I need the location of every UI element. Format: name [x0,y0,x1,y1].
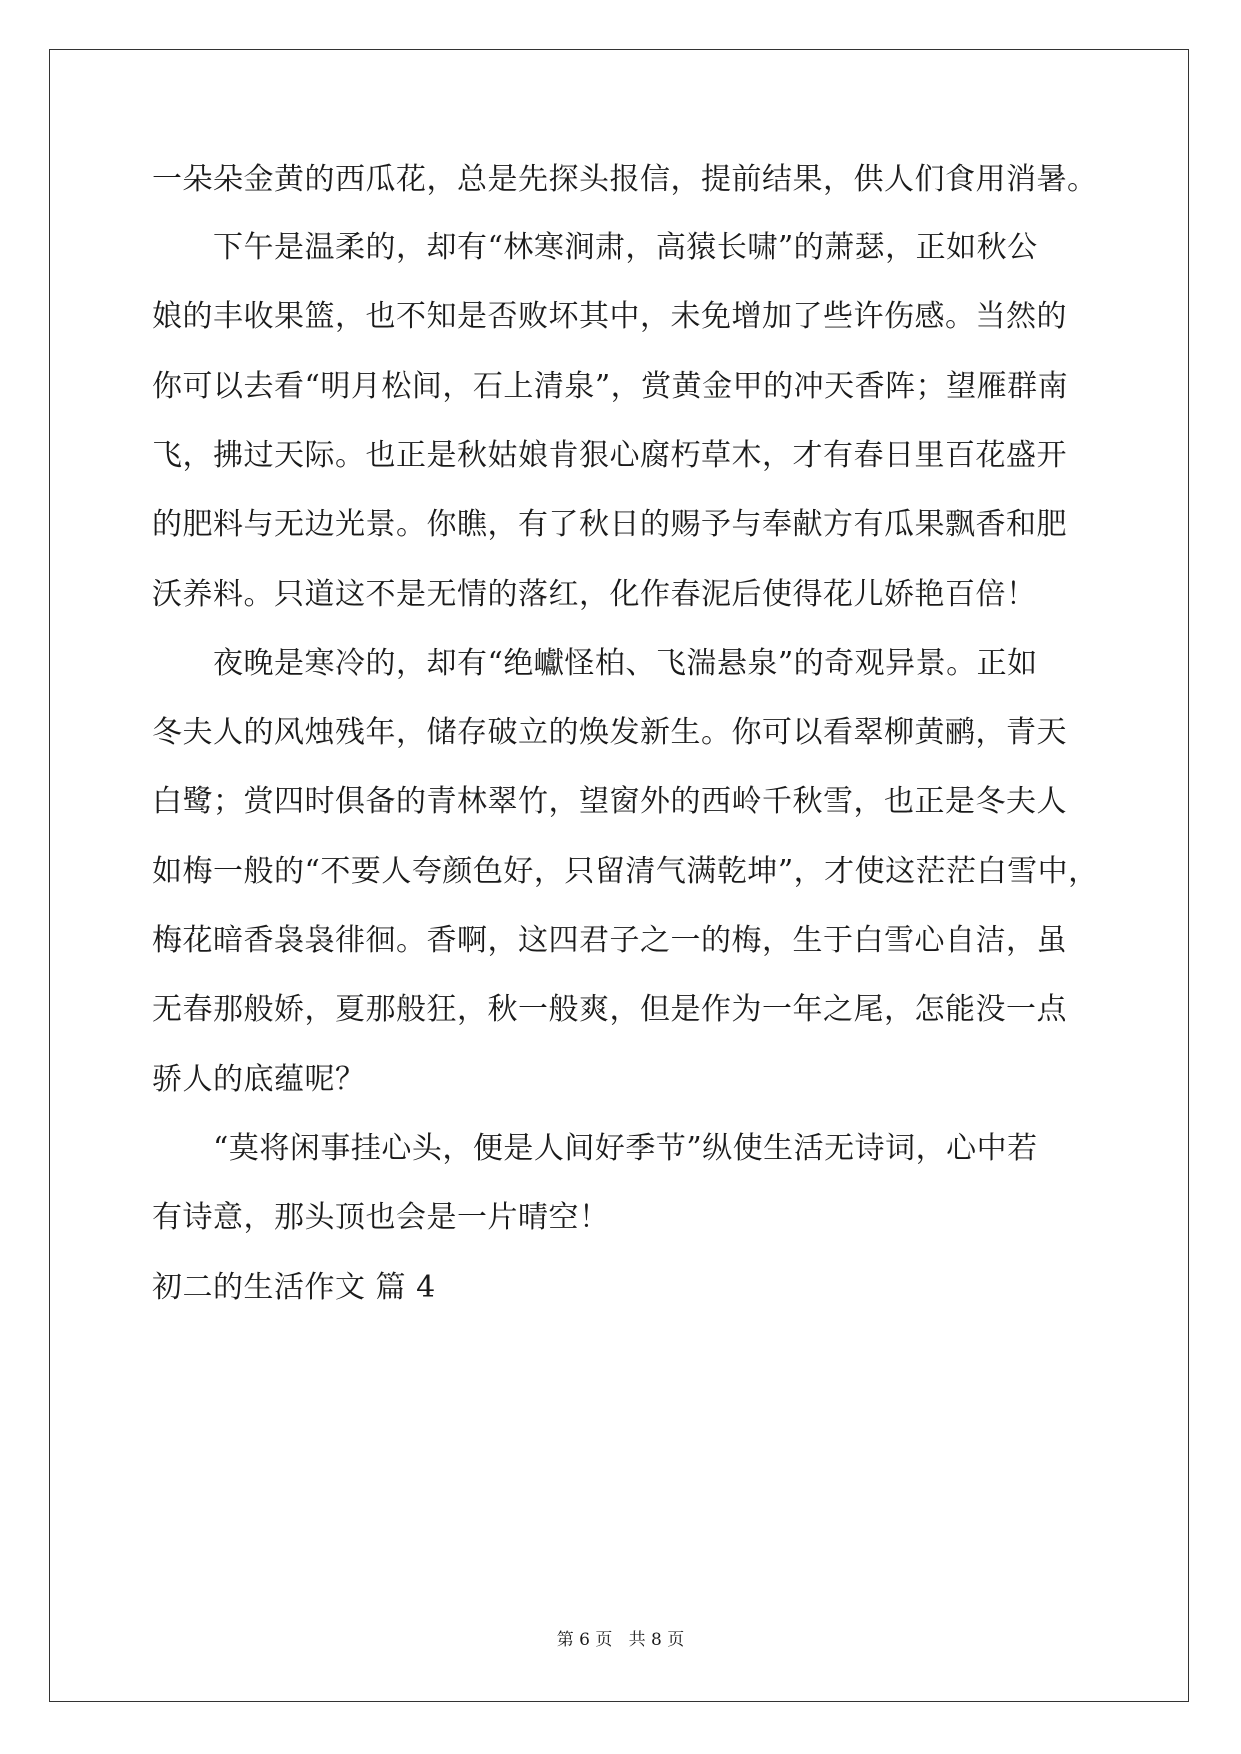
text-line: 沃养料。只道这不是无情的落红，化作春泥后使得花儿娇艳百倍！ [152,577,1037,612]
text-line: 白鹭；赏四时俱备的青林翠竹，望窗外的西岭千秋雪，也正是冬夫人 [152,784,1067,819]
page-number: 第 6 页 [556,1630,613,1650]
text-line: 的肥料与无边光景。你瞧，有了秋日的赐予与奉献方有瓜果飘香和肥 [152,507,1067,542]
section-heading: 初二的生活作文 篇 4 [152,1270,436,1305]
text-line: 冬夫人的风烛残年，储存破立的焕发新生。你可以看翠柳黄鹂，青天 [152,715,1067,750]
text-line: 有诗意，那头顶也会是一片晴空！ [152,1200,610,1235]
text-line: “莫将闲事挂心头，便是人间好季节”纵使生活无诗词，心中若 [152,1131,1038,1166]
text-line: 如梅一般的“不要人夸颜色好，只留清气满乾坤”，才使这茫茫白雪中， [152,854,1099,889]
text-line: 飞，拂过天际。也正是秋姑娘肯狠心腐朽草木，才有春日里百花盛开 [152,438,1067,473]
text-line: 下午是温柔的，却有“林寒涧肃，高猿长啸”的萧瑟，正如秋公 [152,230,1038,265]
page-total: 共 8 页 [628,1630,685,1650]
text-line: 夜晚是寒冷的，却有“绝巘怪柏、飞湍悬泉”的奇观异景。正如 [152,646,1038,681]
text-line: 无春那般娇，夏那般狂，秋一般爽，但是作为一年之尾，怎能没一点 [152,992,1067,1027]
text-line: 你可以去看“明月松间，石上清泉”，赏黄金甲的冲天香阵；望雁群南 [152,369,1069,404]
text-line: 一朵朵金黄的西瓜花，总是先探头报信，提前结果，供人们食用消暑。 [152,162,1098,197]
text-line: 娘的丰收果篮，也不知是否败坏其中，未免增加了些许伤感。当然的 [152,299,1067,334]
text-line: 梅花暗香袅袅徘徊。香啊，这四君子之一的梅，生于白雪心自洁，虽 [152,923,1067,958]
text-line: 骄人的底蕴呢？ [152,1062,366,1097]
page-footer [0,1625,1241,1650]
